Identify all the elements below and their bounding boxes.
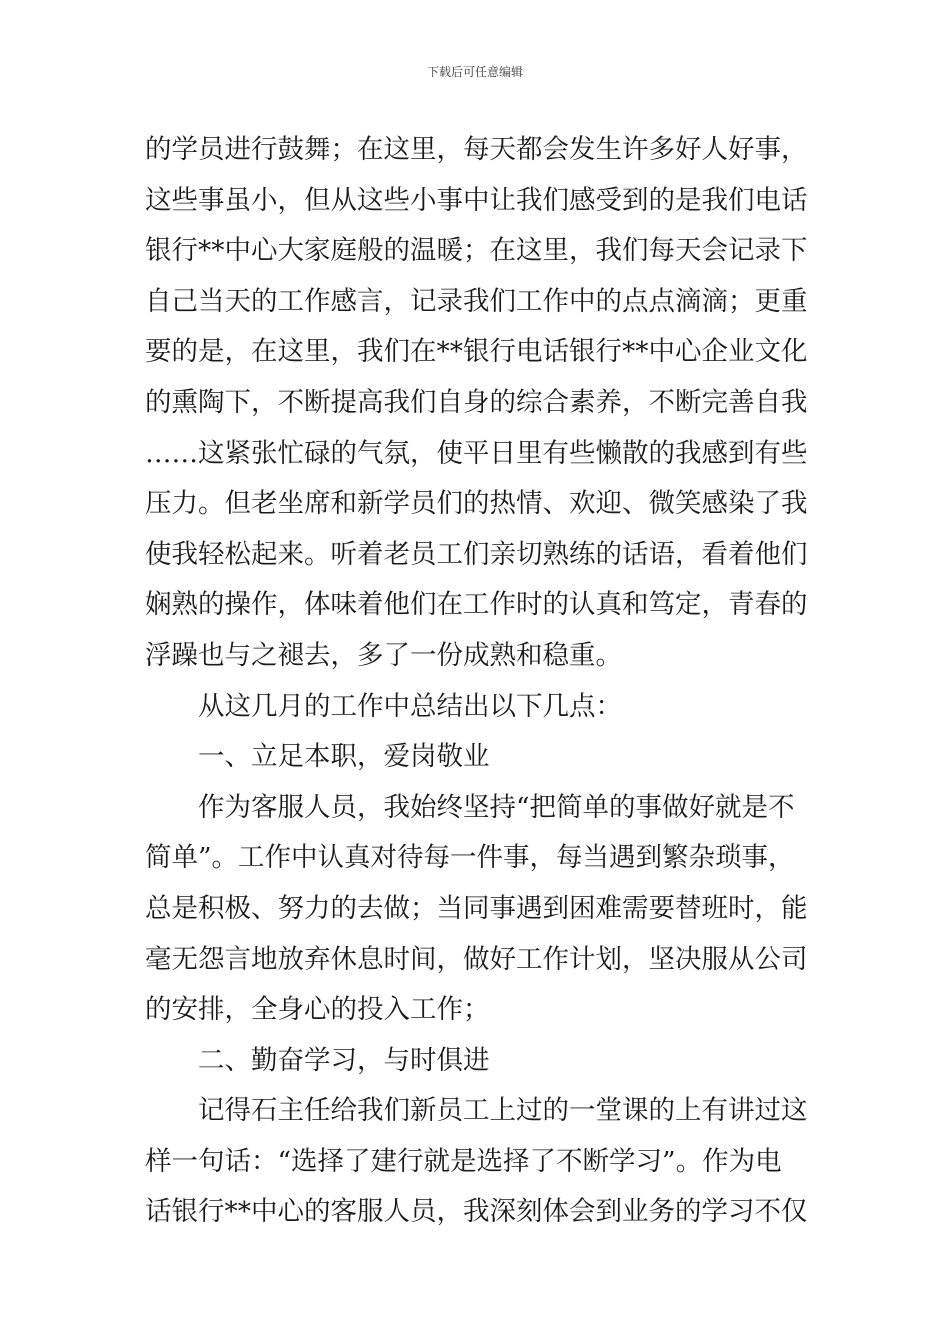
text-line: 话银行**中心的客服人员，我深刻体会到业务的学习不仅 [145,1196,808,1228]
text-line: 二、勤奋学习，与时俱进 [198,1044,490,1076]
text-line: 的熏陶下，不断提高我们自身的综合素养，不断完善自我 [145,386,808,418]
text-line: 娴熟的操作，体味着他们在工作时的认真和笃定，青春的 [145,589,808,621]
text-line: 毫无怨言地放弃休息时间，做好工作计划，坚决服从公司 [145,943,808,975]
text-line: 压力。但老坐席和新学员们的热情、欢迎、微笑感染了我 [145,488,808,520]
text-line: 的安排，全身心的投入工作； [145,994,490,1026]
text-line: 的学员进行鼓舞；在这里，每天都会发生许多好人好事， [145,134,808,165]
text-line: 总是积极、努力的去做；当同事遇到困难需要替班时，能 [145,892,808,924]
text-line: 一、立足本职，爱岗敬业 [198,741,490,773]
page-header: 下载后可任意编辑 [426,65,523,79]
text-line: 记得石主任给我们新员工上过的一堂课的上有讲过这 [198,1095,808,1127]
text-line: 银行**中心大家庭般的温暖；在这里，我们每天会记录下 [145,235,808,267]
body-text [145,125,810,1238]
text-line: 样一句话：“选择了建行就是选择了不断学习”。作为电 [145,1145,782,1177]
text-line: 要的是，在这里，我们在**银行电话银行**中心企业文化 [145,336,808,368]
text-line: 这些事虽小，但从这些小事中让我们感受到的是我们电话 [145,184,808,216]
text-line: 自己当天的工作感言，记录我们工作中的点点滴滴；更重 [145,285,808,317]
text-line: ……这紧张忙碌的气氛，使平日里有些懒散的我感到有些 [145,437,808,469]
text-line: 作为客服人员，我始终坚持“把简单的事做好就是不 [198,791,795,823]
text-line: 简单”。工作中认真对待每一件事，每当遇到繁杂琐事， [145,842,795,874]
text-line: 使我轻松起来。听着老员工们亲切熟练的话语，看着他们 [145,538,808,570]
text-line: 浮躁也与之褪去，多了一份成熟和稳重。 [145,639,622,671]
text-line: 从这几月的工作中总结出以下几点： [198,690,622,722]
